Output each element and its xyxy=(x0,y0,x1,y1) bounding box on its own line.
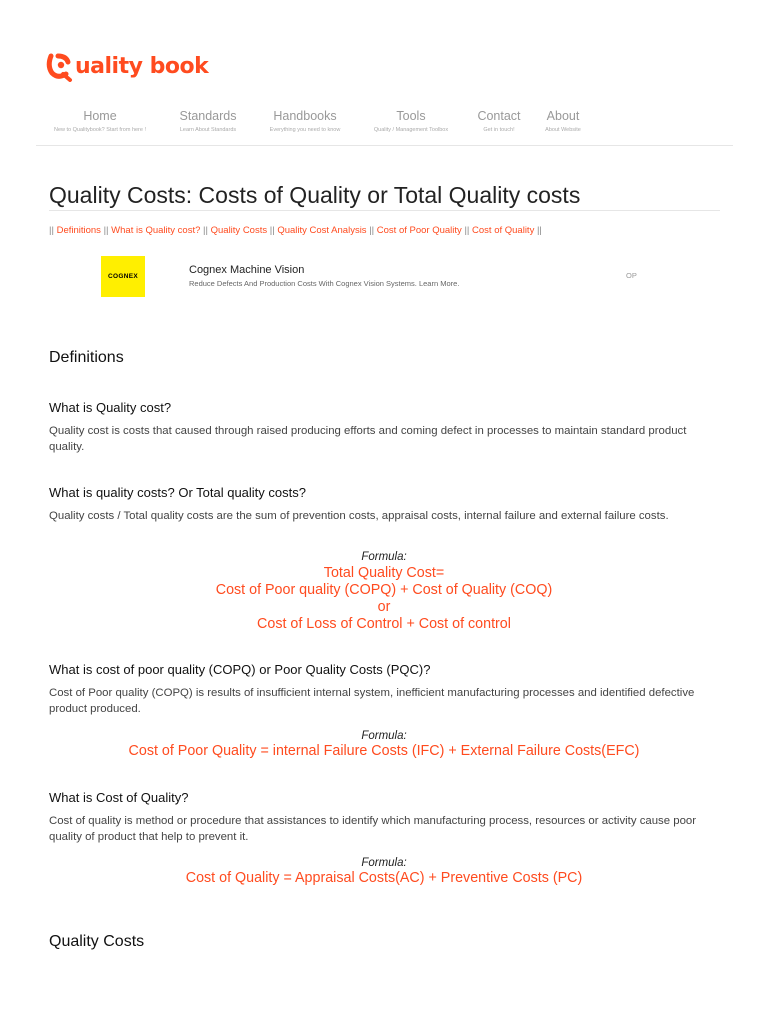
toc-separator: || xyxy=(269,225,275,236)
toc-separator: || xyxy=(103,225,109,236)
nav-about[interactable] xyxy=(545,108,581,134)
logo-text: uality book xyxy=(75,54,209,79)
toc-separator: || xyxy=(49,225,54,236)
nav-contact[interactable] xyxy=(477,108,520,134)
cost-of-quality-text: Cost of quality is method or procedure that assistances to identify which manufacturing process, resources or activity cause poor quality of product that help to prevent it. xyxy=(49,815,697,843)
toc-separator: || xyxy=(203,225,208,236)
nav-tools-sub: Quality / Management Toolbox xyxy=(373,127,449,133)
nav-standards[interactable] xyxy=(180,108,237,134)
nav-standards-sub: Learn About Standards xyxy=(179,127,237,133)
quality-costs-heading: Quality Costs xyxy=(49,933,145,950)
nav-divider xyxy=(36,145,733,146)
total-quality-costs-text: Quality costs / Total quality costs are the sum of prevention costs, appraisal costs, internal failure and external failure costs. xyxy=(49,510,669,522)
toc-separator: || xyxy=(369,225,375,236)
copq-heading: What is cost of poor quality (COPQ) or Poor Quality Costs (PQC)? xyxy=(49,662,431,677)
formula-label: Formula: xyxy=(361,857,407,869)
toc-link-what-is-quality-cost[interactable]: What is Quality cost? xyxy=(111,225,201,236)
toc-link-cost-of-poor-quality[interactable]: Cost of Poor Quality xyxy=(376,225,462,236)
page-title: Quality Costs: Costs of Quality or Total Quality costs xyxy=(49,182,581,208)
nav-contact-label: Contact xyxy=(477,109,521,123)
nav-home-sub: New to Qualitybook? Start from here ! xyxy=(53,127,147,133)
formula-total-quality-cost-line1: Total Quality Cost= xyxy=(323,565,445,581)
table-of-contents xyxy=(49,225,542,237)
definitions-heading: Definitions xyxy=(49,349,124,366)
toc-link-cost-of-quality[interactable]: Cost of Quality xyxy=(472,225,535,236)
ad-description: Reduce Defects And Production Costs With Cognex Vision Systems. Learn More. xyxy=(189,279,460,288)
ad-logo[interactable] xyxy=(101,256,145,297)
nav-handbooks-label: Handbooks xyxy=(273,109,337,123)
formula-total-quality-cost-or: or xyxy=(377,599,391,615)
toc-separator: || xyxy=(464,225,470,236)
formula-label: Formula: xyxy=(361,551,407,563)
formula-total-quality-cost-line2: Cost of Poor quality (COPQ) + Cost of Quality (COQ) xyxy=(215,582,553,598)
ad-banner[interactable] xyxy=(101,256,661,300)
nav-home-label: Home xyxy=(83,109,117,123)
toc-link-quality-cost-analysis[interactable]: Quality Cost Analysis xyxy=(277,225,367,236)
nav-handbooks[interactable] xyxy=(270,108,341,134)
what-is-quality-cost-text: Quality cost is costs that caused through raised producing efforts and coming defect in processes to maintain standard product quality. xyxy=(49,425,687,453)
toc-link-definitions[interactable]: Definitions xyxy=(56,225,101,236)
ad-title[interactable]: Cognex Machine Vision xyxy=(189,264,305,276)
nav-tools[interactable] xyxy=(374,108,448,134)
ad-badge[interactable]: OP xyxy=(626,271,637,280)
what-is-quality-cost-heading: What is Quality cost? xyxy=(49,400,172,415)
nav-about-sub: About Website xyxy=(545,127,581,133)
copq-text: Cost of Poor quality (COPQ) is results of insufficient internal system, inefficient manufacturing processes and identified defective product produced. xyxy=(49,687,695,715)
main-nav xyxy=(0,108,768,132)
formula-label: Formula: xyxy=(361,730,407,742)
nav-standards-label: Standards xyxy=(179,109,237,123)
ad-logo-text: COGNEX xyxy=(108,273,138,280)
nav-home[interactable] xyxy=(54,108,146,134)
toc-separator: || xyxy=(536,225,542,236)
formula-total-quality-cost-line4: Cost of Loss of Control + Cost of control xyxy=(257,616,511,632)
formula-coq: Cost of Quality = Appraisal Costs(AC) + Preventive Costs (PC) xyxy=(185,870,583,886)
logo-q-icon xyxy=(46,52,74,82)
site-logo[interactable] xyxy=(46,52,208,82)
nav-about-label: About xyxy=(546,109,580,123)
total-quality-costs-heading: What is quality costs? Or Total quality costs? xyxy=(49,485,306,500)
nav-tools-label: Tools xyxy=(396,109,426,123)
cost-of-quality-heading: What is Cost of Quality? xyxy=(49,790,189,805)
formula-copq: Cost of Poor Quality = internal Failure Costs (IFC) + External Failure Costs(EFC) xyxy=(128,743,640,759)
toc-link-quality-costs[interactable]: Quality Costs xyxy=(210,225,268,236)
nav-contact-sub: Get in touch! xyxy=(483,127,515,133)
nav-handbooks-sub: Everything you need to know xyxy=(269,127,341,133)
title-divider xyxy=(49,210,720,211)
